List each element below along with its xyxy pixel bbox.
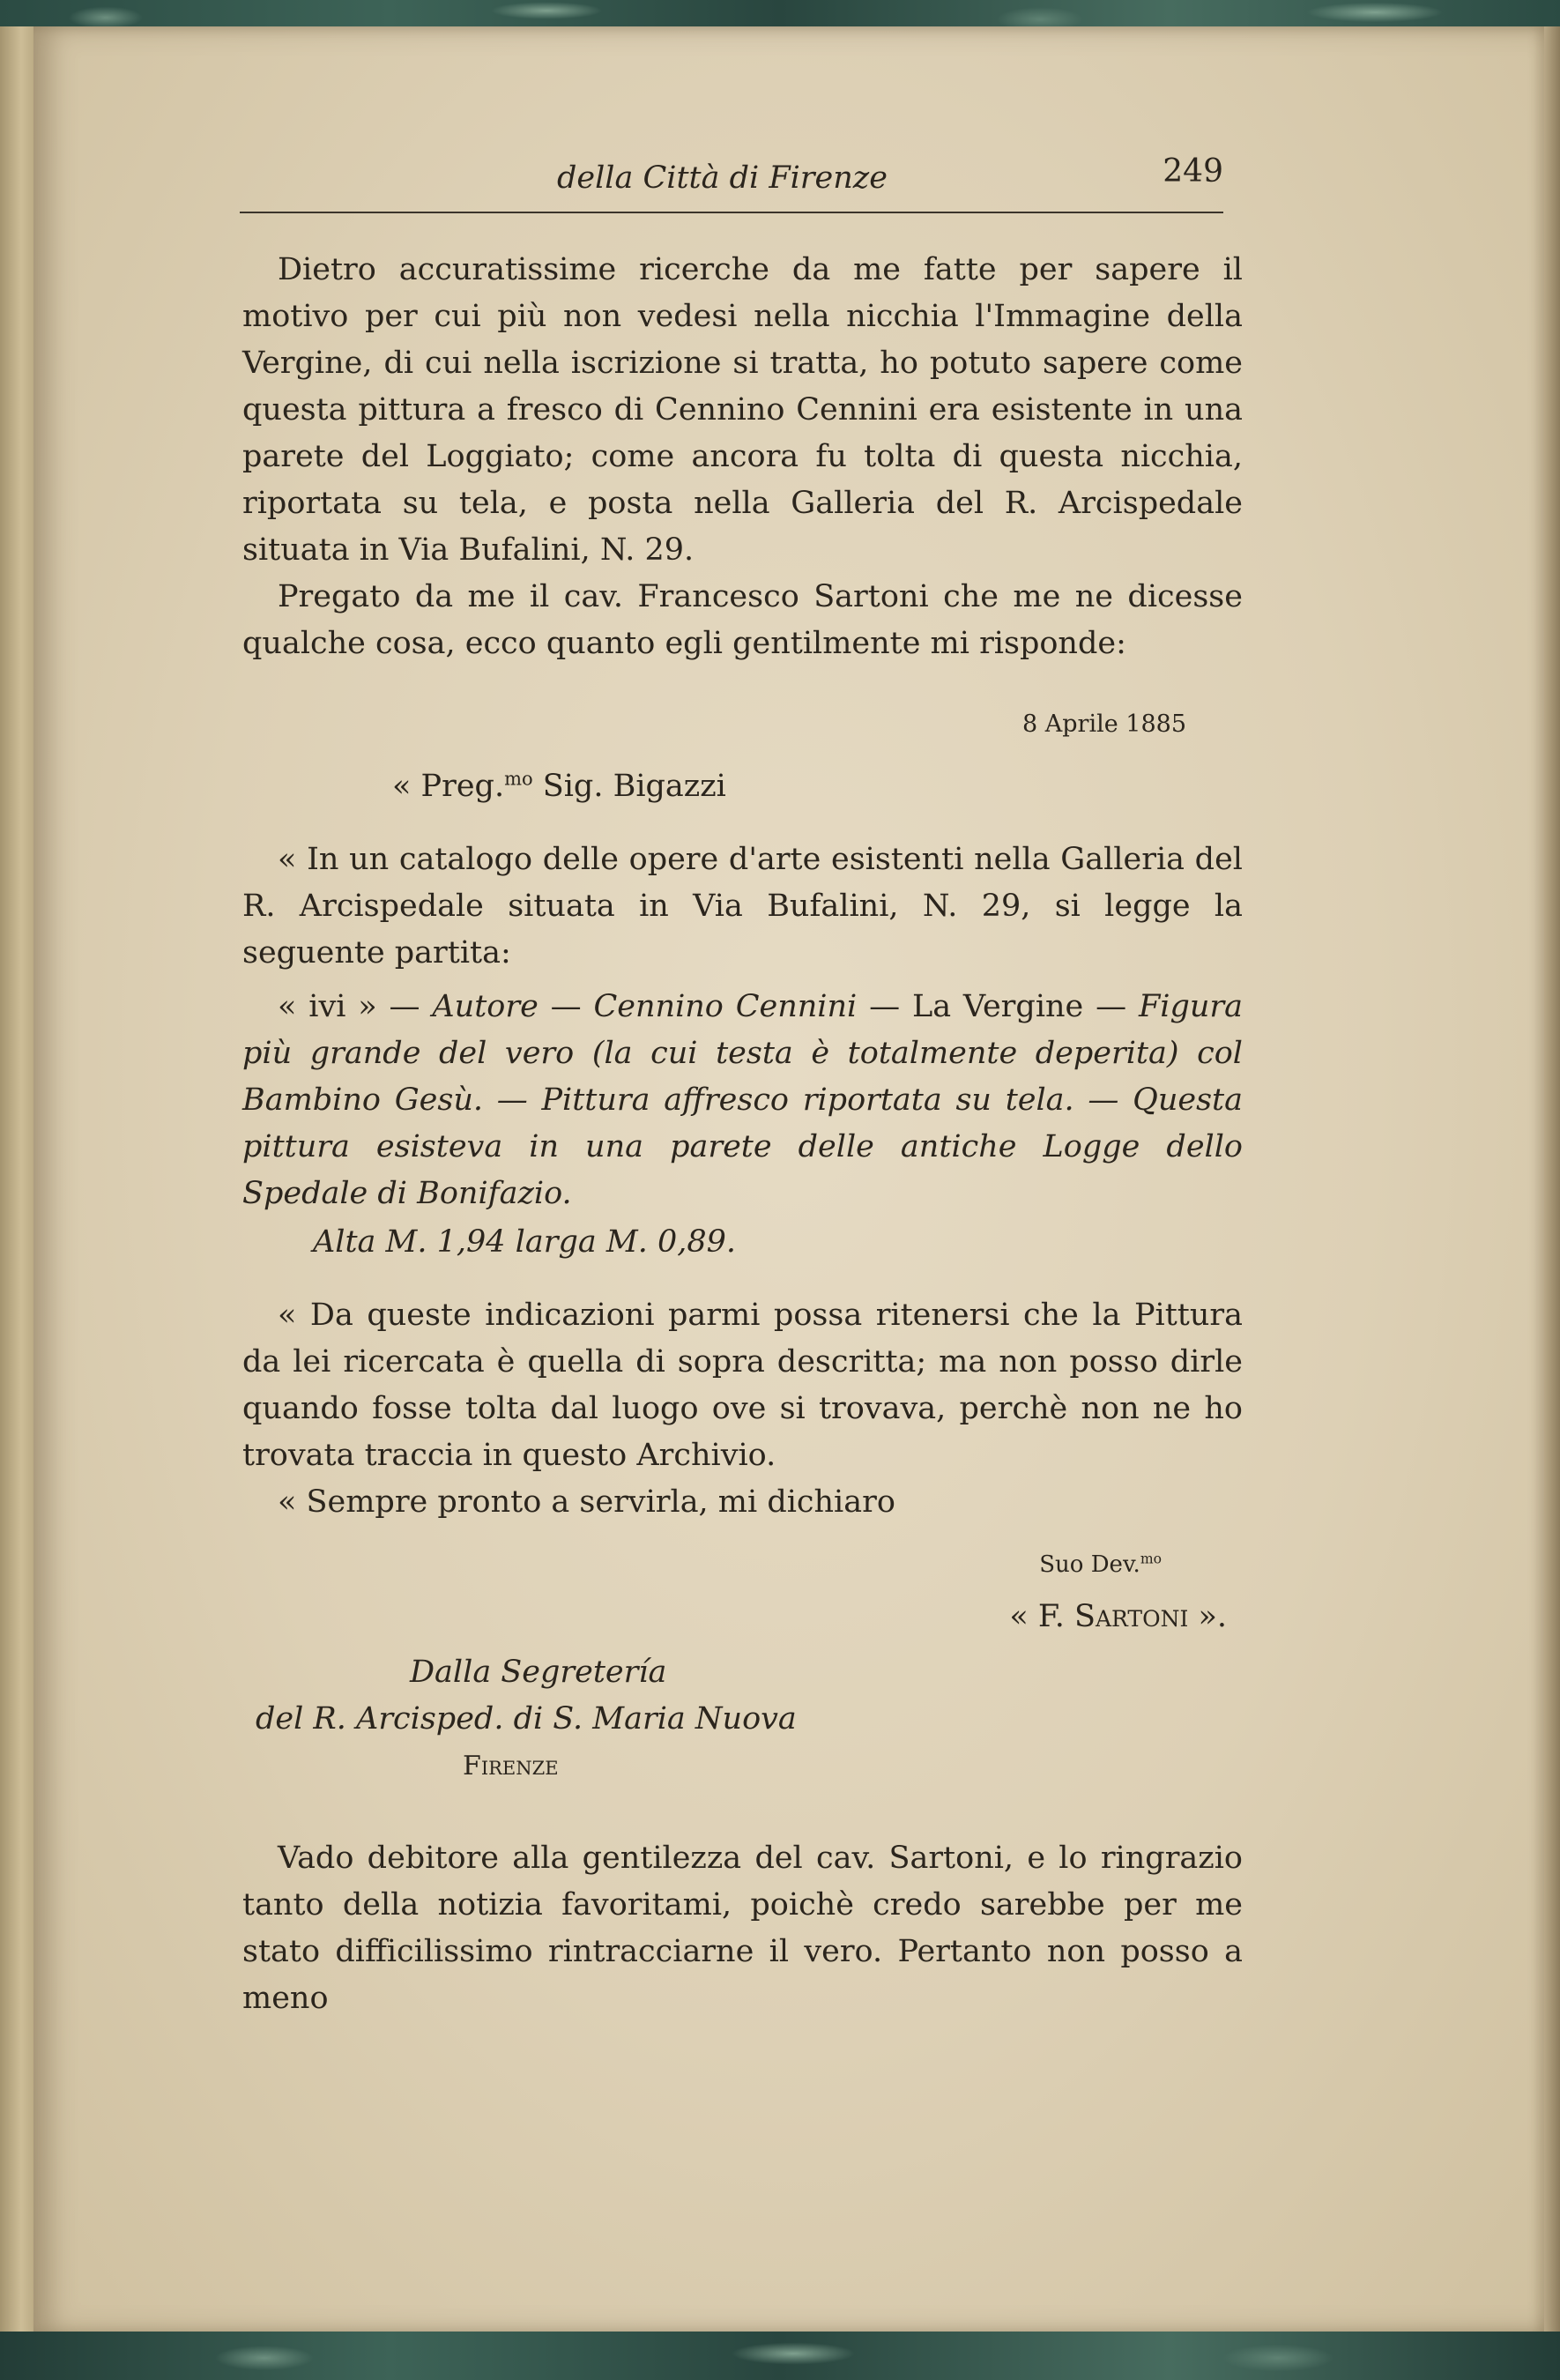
letter-intro: « In un catalogo delle opere d'arte esistenti nella Galleria del R. Arcispedale situata in Via Bufalini, N. 29, si legge la seguente partita: [242,842,1243,971]
running-title: della Città di Firenze [557,160,888,196]
salutation-recipient: Sig. Bigazzi [532,769,726,804]
catalog-entry [242,984,1243,1217]
page-header [240,150,1223,213]
page-edges [1544,26,1560,2334]
office-line-3: Firenze [463,1751,559,1781]
signature-courtesy [242,1542,1162,1588]
catalog-dimensions: Alta M. 1,94 larga M. 0,89. [313,1224,737,1260]
salutation-text: « Preg. [392,769,505,804]
paragraph-1: Dietro accuratissime ricerche da me fatte per sapere il motivo per cui più non vedesi nella nicchia l'Immagine della Vergine, di cui nella iscrizione si tratta, ho potuto sapere come questa pittura a fresco di Cennino Cennini era esistente in una parete del Loggiato; come ancora fu tolta di questa nicchia, riportata su tela, e posta nella Galleria del R. Arcispedale situata in Via Bufalini, N. 29. [242,252,1243,568]
office-line-1: Dalla Segretería [410,1655,667,1690]
catalog-subject: — La Vergine — [857,989,1139,1024]
catalog-prefix: « ivi » — [278,989,433,1024]
courtesy-text: Suo Dev. [1039,1551,1140,1578]
letter-body: « Da queste indicazioni parmi possa ritenersi che la Pittura da lei ricercata è quella di sopra descritta; ma non posso dirle quando fosse tolta dal luogo ove si trovava, perchè non ne ho trovata traccia in questo Archivio. [242,1298,1243,1473]
letter-closing: « Sempre pronto a servirla, mi dichiaro [278,1484,895,1520]
letter-salutation [392,763,1243,810]
salutation-superscript: mo [504,768,533,790]
courtesy-superscript: mo [1140,1551,1162,1567]
book-spine [0,26,37,2336]
office-line-2: del R. Arcisped. di S. Maria Nuova [256,1701,797,1737]
page-number: 249 [1163,153,1223,190]
signature-surname: Sartoni [1073,1599,1189,1634]
catalog-dash: — [538,989,594,1024]
page-body [242,247,1243,2022]
catalog-author-name: Cennino Cennini [593,989,858,1024]
signature-open: « F. [1009,1599,1074,1634]
final-paragraph: Vado debitore alla gentilezza del cav. Sartoni, e lo ringrazio tanto della notizia favoritami, poichè credo sarebbe per me stato difficilissimo rintracciarne il vero. Pertanto non posso a meno [242,1841,1243,2016]
catalog-description: Figura più grande del vero (la cui testa è totalmente deperita) col Bambino Gesù. — Pittura affresco riportata su tela. — Questa pittura esisteva in una parete delle antiche Logge dello Spedale di Bonifazio. [242,989,1243,1211]
letter-date: 8 Aprile 1885 [1022,710,1186,738]
paragraph-2: Pregato da me il cav. Francesco Sartoni che me ne dicesse qualche cosa, ecco quanto egli gentilmente mi risponde: [242,579,1243,661]
signature-close: ». [1188,1599,1227,1634]
book-cover-bottom [0,2332,1560,2380]
signature-name [242,1594,1227,1640]
office-address [242,1649,1243,1789]
catalog-author-label: Autore [432,989,539,1024]
